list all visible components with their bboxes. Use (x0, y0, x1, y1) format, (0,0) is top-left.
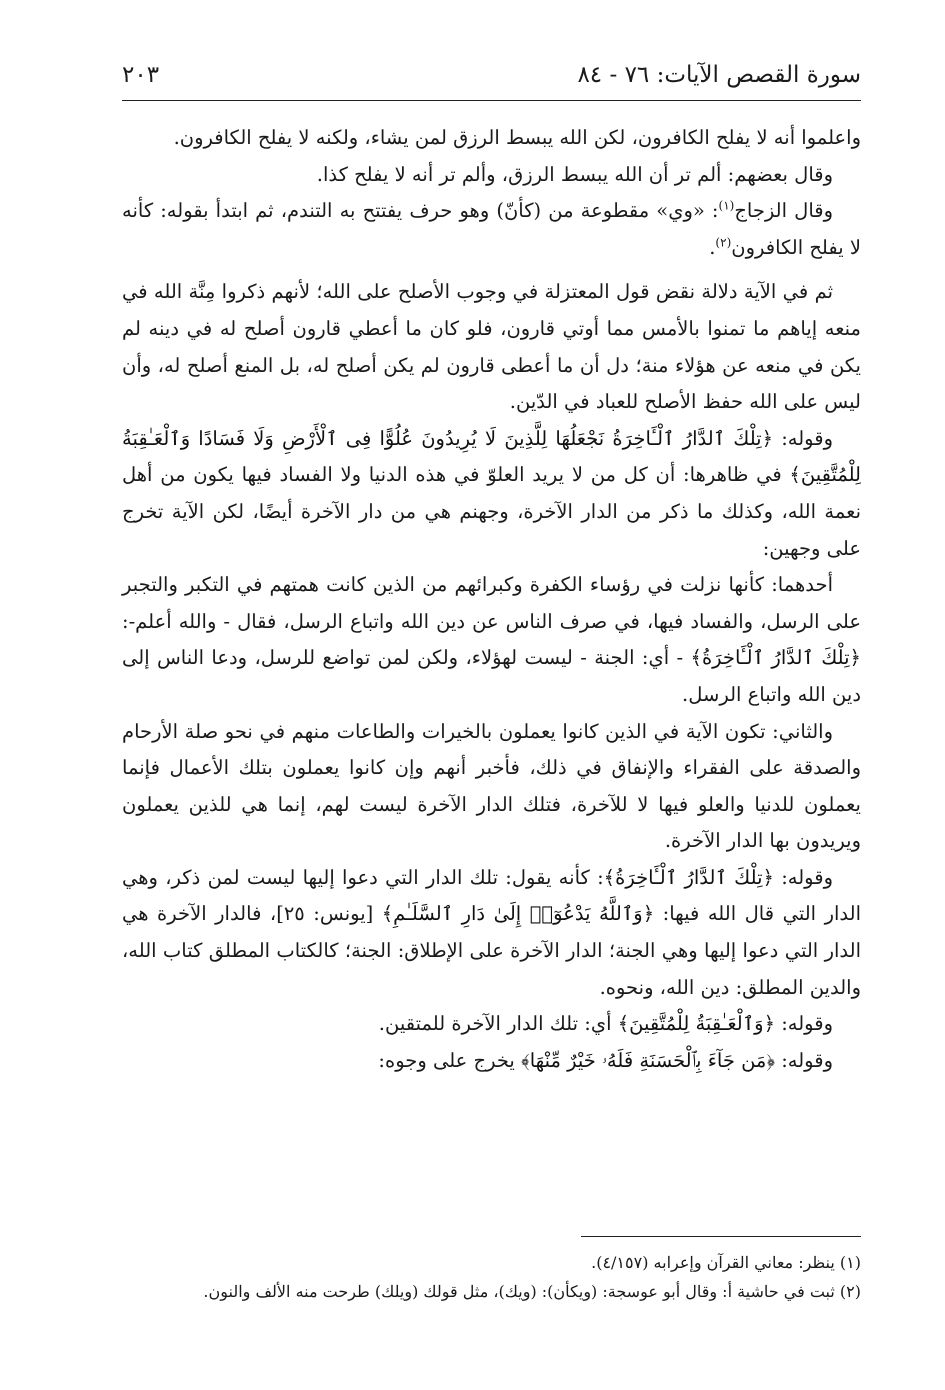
paragraph-6-text-a: أحدهما: كأنها نزلت في رؤساء الكفرة وكبرائهم من الذين كانت همتهم في التكبر والتجبر على الرسل، والفساد فيها، في صرف الناس عن دين الله واتباع الرسل، فقال - والله أعلم-: (122, 573, 861, 633)
paragraph-10-lead: وقوله: (775, 1048, 833, 1072)
paragraph-5 (122, 421, 861, 567)
footnote-2: (٢) ثبت في حاشية أ: وقال أبو عوسجة: (ويكأن): (ويك)، مثل قولك (ويلك) طرحت منه الألف والنون. (203, 1282, 861, 1301)
paragraph-9-lead: وقوله: (775, 1012, 833, 1036)
paragraph-3-text-a: وقال الزجاج (734, 199, 833, 223)
paragraph-6-text-b: - أي: الجنة - ليست لهؤلاء، ولكن لمن تواضع للرسل، ودعا الناس إلى دين الله واتباع الرسل. (122, 646, 861, 706)
quran-verse: ﴿تِلْكَ ٱلدَّارُ ٱلْـَٔاخِرَةُ﴾ (690, 646, 861, 670)
paragraph-5-lead: وقوله: (773, 426, 833, 450)
paragraph-4 (122, 274, 861, 420)
paragraph-2-text: وقال بعضهم: ألم تر أن الله يبسط الرزق، وألم تر أنه لا يفلح كذا. (316, 162, 833, 186)
footnote-ref-2[interactable]: (٢) (715, 235, 732, 250)
footnote-divider (581, 1236, 861, 1237)
paragraph-8-text-b: [يونس: ٢٥]، فالدار الآخرة هي الدار التي دعوا إليها وهي الجنة؛ الدار الآخرة على الإطلاق: الجنة؛ كالكتاب المطلق كتاب الله، والدين المطلق: دين الله، ونحوه. (122, 902, 861, 999)
paragraph-5-text: في ظاهرها: أن كل من لا يريد العلوّ في هذه الدنيا ولا الفساد فيها يكون من أهل نعمة الله، وكذلك ما ذكر من الدار الآخرة، وجهنم هي من دار الآخرة أيضًا، لكن الآية تخرج على وجهين: (122, 463, 861, 560)
paragraph-4-text: ثم في الآية دلالة نقض قول المعتزلة في وجوب الأصلح على الله؛ لأنهم ذكروا مِنَّة الله في منعه إياهم ما تمنوا بالأمس مما أوتي قارون، فلو كان ما أعطي قارون أصلح له في دينه لم يكن في منعه عن هؤلاء منة؛ دل أن ما أعطى قارون لم يكن أصلح له، بل المنع أصلح له، وأن ليس على الله حفظ الأصلح للعباد في الدّين. (122, 280, 861, 414)
paragraph-9-text: أي: تلك الدار الآخرة للمتقين. (378, 1012, 618, 1036)
footnote-1: (١) ينظر: معاني القرآن وإعرابه (٤/١٥٧). (591, 1253, 861, 1272)
paragraph-6 (122, 567, 861, 713)
paragraph-1 (122, 120, 861, 157)
page-number: ٢٠٣ (122, 62, 160, 88)
footnotes (122, 1248, 861, 1306)
paragraph-9 (122, 1006, 861, 1043)
paragraph-8-text-a: : كأنه يقول: تلك الدار التي دعوا إليها ليست لمن ذكر، وهي الدار التي قال الله فيها: (122, 865, 861, 926)
page-header (122, 60, 861, 101)
quran-verse: ﴿تِلْكَ ٱلدَّارُ ٱلْـَٔاخِرَةُ﴾ (603, 865, 774, 889)
paragraph-7 (122, 714, 861, 860)
paragraph-3-text-b: : «وي» مقطوعة من (كأنّ) وهو حرف يفتتح به التندم، ثم ابتدأ بقوله: كأنه لا يفلح الكافرون (122, 199, 861, 259)
paragraph-10-text: يخرج على وجوه: (378, 1048, 522, 1072)
quran-verse: ﴿وَٱلْعَـٰقِبَةُ لِلْمُتَّقِينَ﴾ (617, 1012, 776, 1036)
paragraph-7-text: والثاني: تكون الآية في الذين كانوا يعملون بالخيرات والطاعات منهم في نحو صلة الأرحام والصدقة على الفقراء والإنفاق في ذلك، فأخبر أنهم وإن كانوا يعملون بتلك الأعمال فإنما يعملون للدنيا والعلو فيها لا للآخرة، فتلك الدار الآخرة ليست لهم، إنما هي للذين يعملون ويريدون بها الدار الآخرة. (122, 719, 861, 853)
paragraph-1-text: واعلموا أنه لا يفلح الكافرون، لكن الله يبسط الرزق لمن يشاء، ولكنه لا يفلح الكافرون. (173, 126, 861, 149)
paragraph-3-text-end: . (709, 235, 716, 259)
paragraph-10 (122, 1043, 861, 1080)
footnote-ref-1[interactable]: (١) (718, 198, 735, 213)
quran-verse: ﴿تِلْكَ ٱلدَّارُ ٱلْـَٔاخِرَةُ نَجْعَلُهَا لِلَّذِينَ لَا يُرِيدُونَ عُلُوًّا فِى ٱلْأَرْضِ وَلَا فَسَادًا وَٱلْعَـٰقِبَةُ لِلْمُتَّقِينَ﴾ (122, 426, 861, 487)
running-title: سورة القصص الآيات: ٧٦ - ٨٤ (577, 62, 861, 88)
main-text (122, 120, 861, 1079)
paragraph-3 (122, 193, 861, 266)
paragraph-2 (122, 157, 861, 194)
paragraph-8 (122, 860, 861, 1006)
paragraph-8-lead: وقوله: (773, 865, 833, 889)
quran-verse: ﴿وَٱللَّهُ يَدْعُوٓا۟ إِلَىٰ دَارِ ٱلسَّلَـٰمِ﴾ (381, 902, 655, 926)
quran-verse: ﴿مَن جَآءَ بِٱلْحَسَنَةِ فَلَهُۥ خَيْرٌ مِّنْهَا﴾ (521, 1048, 776, 1072)
